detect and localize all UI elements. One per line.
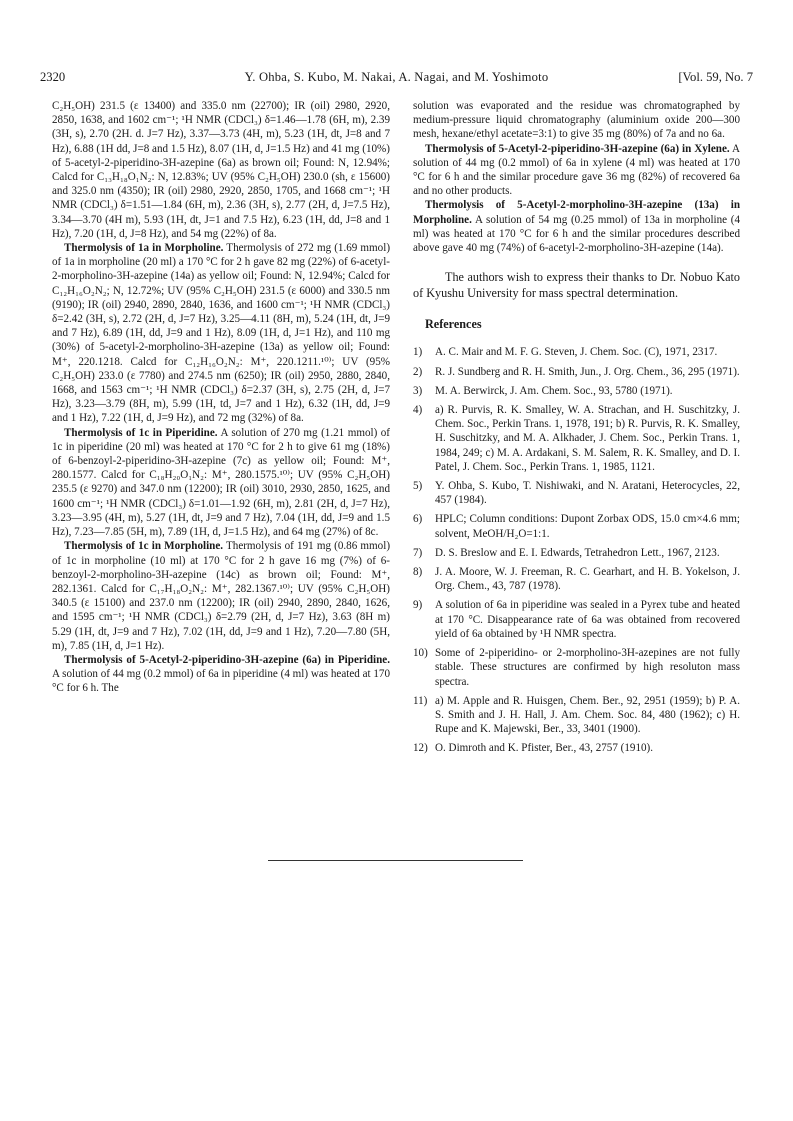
paragraph-1c-morpholine: Thermolysis of 1c in Morpholine. Thermolysis of 191 mg (0.86 mmol) of 1c in morpholine (10 ml) at 170 °C for 2 h gave 16 mg (7%) of 6-benzoyl-2-morpholino-3H-azepine (14c) as brown oil; Found: M⁺, 282.1361. Calcd for C₁₇H₁₈O₂N₂: M⁺, 282.1367.¹⁰⁾; UV (95% C₂H₅OH) 340.5 (ε 15100) and 237.0 nm (12200); IR (oil) 2940, 2890, 2840, 1626, and 1595 cm⁻¹; ¹H NMR (CDCl₃) δ=2.79 (2H, d, J=7 Hz), 3.63 (8H m) 5.29 (1H, dt, J=9 and 7 Hz), 7.02 (1H, dd, J=9 and 1 Hz), 7.20—7.80 (5H, m), 7.85 (1H, d, J=1 Hz). (52, 540, 391, 652)
paragraph-continuation: C₂H₅OH) 231.5 (ε 13400) and 335.0 nm (22700); IR (oil) 2980, 2920, 2850, 1638, and 1602 cm⁻¹; ¹H NMR (CDCl₃) δ=1.46—1.78 (6H, m), 2.39 (3H, s), 2.70 (2H. d. J=7 Hz), 3.37—3.73 (4H, m), 5.23 (1H, dt, J=8 and 7 Hz), 6.88 (1H dd, J=8 and 1.5 Hz), 8.07 (1H, d, J=1.5 Hz) and 41 mg (10%) of 5-acetyl-2-piperidino-3H-azepine (6a) as brown oil; Found: N, 12.94%; Calcd for C₁₃H₁₈O₁N₂: N, 12.83%; UV (95% C₂H₅OH) 230.0 (sh, ε 15600) and 325.0 nm (4350); IR (oil) 2980, 2920, 2850, 1705, and 1668 cm⁻¹; ¹H NMR (CDCl₃) δ=1.51—1.84 (6H, m), 2.36 (3H, s), 2.77 (2H, d, J=7.5 Hz), 3.34—3.70 (4H m), 5.93 (1H, dt, J=1 and 7.5 Hz), 6.23 (1H, dd, J=8 and 1 Hz), 7.20 (1H, d, J=8 Hz), and 54 mg (22%) of 8a. (52, 100, 390, 240)
running-authors: Y. Ohba, S. Kubo, M. Nakai, A. Nagai, and M. Yoshimoto (244, 70, 549, 84)
reference-item: 3) M. A. Berwirck, J. Am. Chem. Soc., 93, 5780 (1971). (413, 384, 673, 397)
acknowledgement: The authors wish to express their thanks to Dr. Nobuo Kato of Kyushu University for mass spectral determination. (413, 270, 740, 301)
reference-item: 2) R. J. Sundberg and R. H. Smith, Jun., J. Org. Chem., 36, 295 (1971). (413, 365, 740, 378)
reference-item: 6) HPLC; Column conditions: Dupont Zorbax ODS, 15.0 cm×4.6 mm; solvent, MeOH/H₂O=1:1. (413, 513, 740, 540)
reference-item: 8) J. A. Moore, W. J. Freeman, R. C. Gearhart, and H. B. Yokelson, J. Org. Chem., 43, 787 (1978). (413, 566, 740, 593)
left-column (52, 99, 390, 696)
reference-item: 10) Some of 2-piperidino- or 2-morpholino-3H-azepines are not fully stable. These structures are confirmed by high resoluton mass spectra. (413, 647, 740, 688)
right-column (413, 99, 740, 761)
reference-item: 1) A. C. Mair and M. F. G. Steven, J. Chem. Soc. (C), 1971, 2317. (413, 346, 718, 359)
running-header (40, 70, 753, 86)
end-rule (268, 860, 523, 861)
references-heading: References (425, 317, 482, 332)
reference-item: 11) a) M. Apple and R. Huisgen, Chem. Ber., 92, 2951 (1959); b) P. A. S. Smith and J. H. Hall, J. Am. Chem. Soc. 84, 480 (1962); c) H. Rupe and K. Majewski, Ber., 33, 3401 (1900). (413, 694, 740, 736)
reference-item: 9) A solution of 6a in piperidine was sealed in a Pyrex tube and heated at 170 °C. Disappearance rate of 6a was obtained from recovered yield of 6a obtained by ¹H NMR spectra. (413, 599, 740, 640)
reference-item: 4) a) R. Purvis, R. K. Smalley, W. A. Strachan, and H. Suschitzky, J. Chem. Soc., Perkin Trans. 1, 1978, 191; b) R. Purvis, R. K. Smalley, H. Suschitzky, and M. A. Alkhader, J. Chem. Soc., Perkin Trans. 1, 1984, 249; c) M. A. Ardakani, S. M. Salem, R. K. Smalley, and D. I. Patel, J. Chem. Soc., Perkin Trans. 1, 1985, 1121. (413, 404, 740, 473)
reference-item: 5) Y. Ohba, S. Kubo, T. Nishiwaki, and N. Aratani, Heterocycles, 22, 457 (1984). (413, 480, 740, 507)
reference-item: 12) O. Dimroth and K. Pfister, Ber., 43, 2757 (1910). (413, 742, 654, 755)
reference-item: 7) D. S. Breslow and E. I. Edwards, Tetrahedron Lett., 1967, 2123. (413, 546, 720, 559)
paragraph-6a-xylene: Thermolysis of 5-Acetyl-2-piperidino-3H-azepine (6a) in Xylene. A solution of 44 mg (0.2 mmol) of 6a in xylene (4 ml) was heated at 170 °C for 6 h and the similar procedure gave 36 mg (82%) of recovered 6a and no other products. (413, 142, 740, 198)
paragraph-1c-piperidine: Thermolysis of 1c in Piperidine. A solution of 270 mg (1.21 mmol) of 1c in piperidine (20 ml) was heated at 170 °C for 2 h to give 61 mg (18%) of 6-benzoyl-2-piperidino-3H-azepine (7c) as yellow oil; Found: M⁺, 280.1577. Calcd for C₁₈H₂₀O₁N₂: M⁺, 280.1575.¹⁰⁾; UV (95% C₂H₅OH) 235.5 (ε 9270) and 347.0 nm (12200); IR (oil) 3010, 2930, 2850, 1625, and 1600 cm⁻¹; ¹H NMR (CDCl₃) δ=1.01—1.92 (6H, m), 2.81 (2H, d, J=7 Hz), 3.23—3.95 (4H, m), 5.27 (1H, dt, J=9 and 7 Hz), 7.04 (1H, dd, J=9 and 1.5 Hz), 7.23—7.85 (5H, m), 7.89 (1H, d, J=1.5 Hz), and 64 mg (27%) of 8c. (52, 426, 391, 539)
paragraph-1a-morpholine: Thermolysis of 1a in Morpholine. Thermolysis of 272 mg (1.69 mmol) of 1a in morpholine (20 ml) a 170 °C for 2 h gave 82 mg (22%) of 6-acetyl-2-morpholino-3H-azepine (14a) as yellow oil; Found: N, 12.94%; Calcd for C₁₂H₁₆O₂N₂; N, 12.72%; UV (95% C₂H₅OH) 231.5 (ε 6000) and 330.5 nm (9190); IR (oil) 2940, 2890, 2840, 1636, and 1600 cm⁻¹; ¹H NMR (CDCl₃) δ=2.42 (3H, s), 2.72 (2H, d, J=7 Hz), 3.25—4.11 (8H, m), 5.24 (1H, dt, J=9 and 7 Hz), 6.89 (1H, dd, J=9 and 1 Hz), 8.09 (1H, d, J=1 Hz), and 110 mg (30%) of 5-acetyl-2-morpholino-3H-azepine (13a) as yellow oil; Found: M⁺, 220.1218. Calcd for C₁₂H₁₆O₂N₂: M⁺, 220.1211.¹⁰⁾; UV (95% C₂H₅OH) 233.0 (ε 7780) and 274.5 nm (6250); IR (oil) 2950, 2880, 2840, 1668, and 1563 cm⁻¹; ¹H NMR (CDCl₃) δ=2.37 (3H, s), 2.75 (2H, d, J=7 Hz), 3.23—3.79 (8H, m), 5.99 (1H, td, J=7 and 1 Hz), 6.32 (1H, dd, J=9 and 1 Hz), 7.22 (1H, d, J=9 Hz), and 72 mg (32%) of 8a. (52, 242, 391, 425)
paragraph-13a-morpholine: Thermolysis of 5-Acetyl-2-morpholino-3H-azepine (13a) in Morpholine. A solution of 54 mg (0.25 mmol) of 13a in morpholine (4 ml) was heated at 170 °C for 6 h and the similar procedures described above gave 40 mg (74%) of 6-acetyl-2-morpholino-3H-azepine (14a). (413, 199, 740, 255)
reference-list (413, 345, 740, 755)
page-number: 2320 (40, 70, 66, 84)
paragraph-6a-piperidine: Thermolysis of 5-Acetyl-2-piperidino-3H-azepine (6a) in Piperidine. A solution of 44 mg (0.2 mmol) of 6a in piperidine (4 ml) was heated at 170 °C for 6 h. The (52, 653, 390, 695)
volume-info: [Vol. 59, No. 7 (678, 70, 753, 84)
paragraph-6a-piperidine-cont: solution was evaporated and the residue was chromatographed by medium-pressure liquid chromatography (aluminium oxide 200—300 mesh, hexane/ethyl acetate=3:1) to give 35 mg (80%) of 7a and no 6a. (413, 100, 740, 141)
